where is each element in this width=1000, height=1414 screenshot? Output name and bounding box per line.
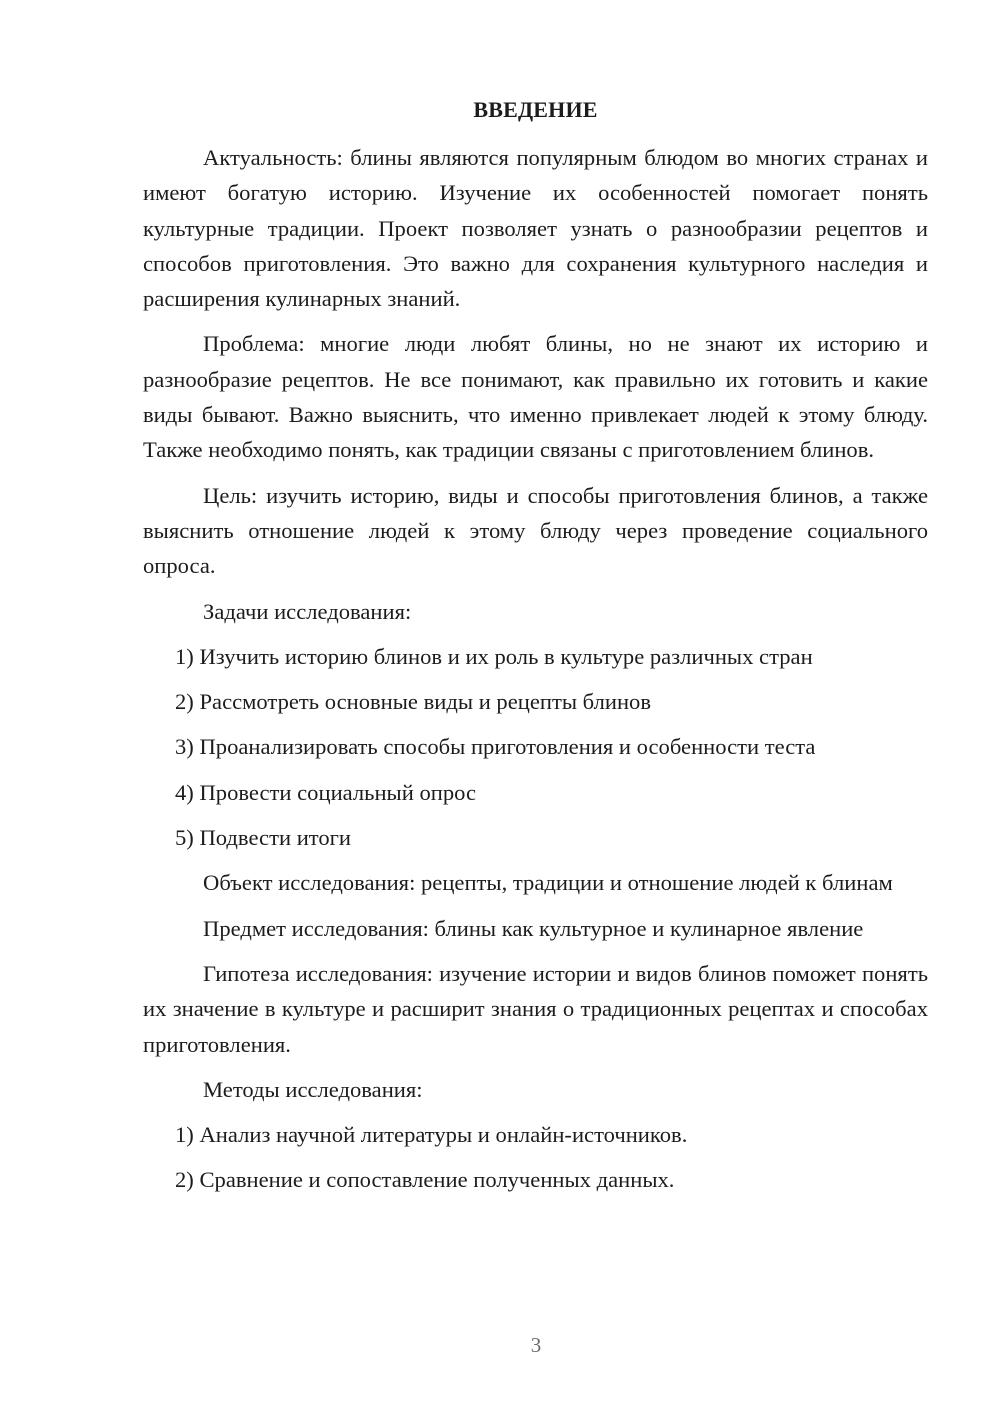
task-item: 2) Рассмотреть основные виды и рецепты блинов [175,689,652,715]
method-item: 1) Анализ научной литературы и онлайн-источников. [175,1122,688,1148]
page-content [143,94,928,1208]
task-item: 3) Проанализировать способы приготовления и особенности теста [175,734,816,760]
subject-paragraph: Предмет исследования: блины как культурное и кулинарное явление [203,915,864,941]
hypothesis-paragraph: Гипотеза исследования: изучение истории и видов блинов поможет понять их значение в культуре и расширит знания о традиционных рецептах и способах приготовления. [143,960,928,1057]
task-item: 4) Провести социальный опрос [175,779,477,805]
tasks-title: Задачи исследования: [203,598,412,624]
methods-title: Методы исследования: [203,1076,423,1102]
goal-paragraph: Цель: изучить историю, виды и способы приготовления блинов, а также выяснить отношение людей к этому блюду через проведение социального опроса. [143,482,928,579]
method-item: 2) Сравнение и сопоставление полученных данных. [175,1167,675,1193]
methods-list [143,1117,928,1198]
task-item: 1) Изучить историю блинов и их роль в культуре различных стран [175,643,813,669]
object-paragraph: Объект исследования: рецепты, традиции и отношение людей к блинам [203,870,893,896]
task-item: 5) Подвести итоги [175,825,352,851]
relevance-paragraph: Актуальность: блины являются популярным блюдом во многих странах и имеют богатую историю. Изучение их особенностей помогает понять культурные традиции. Проект позволяет узнать о разнообразии рецептов и способов приготовления. Это важно для сохранения культурного наследия и расширения кулинарных знаний. [143,145,928,312]
page-number: 3 [530,1333,542,1357]
section-heading: ВВЕДЕНИЕ [473,97,598,122]
tasks-list [143,639,928,855]
problem-paragraph: Проблема: многие люди любят блины, но не знают их историю и разнообразие рецептов. Не все понимают, как правильно их готовить и какие виды бывают. Важно выяснить, что именно привлекает людей к этому блюду. Также необходимо понять, как традиции связаны с приготовлением блинов. [143,331,928,463]
